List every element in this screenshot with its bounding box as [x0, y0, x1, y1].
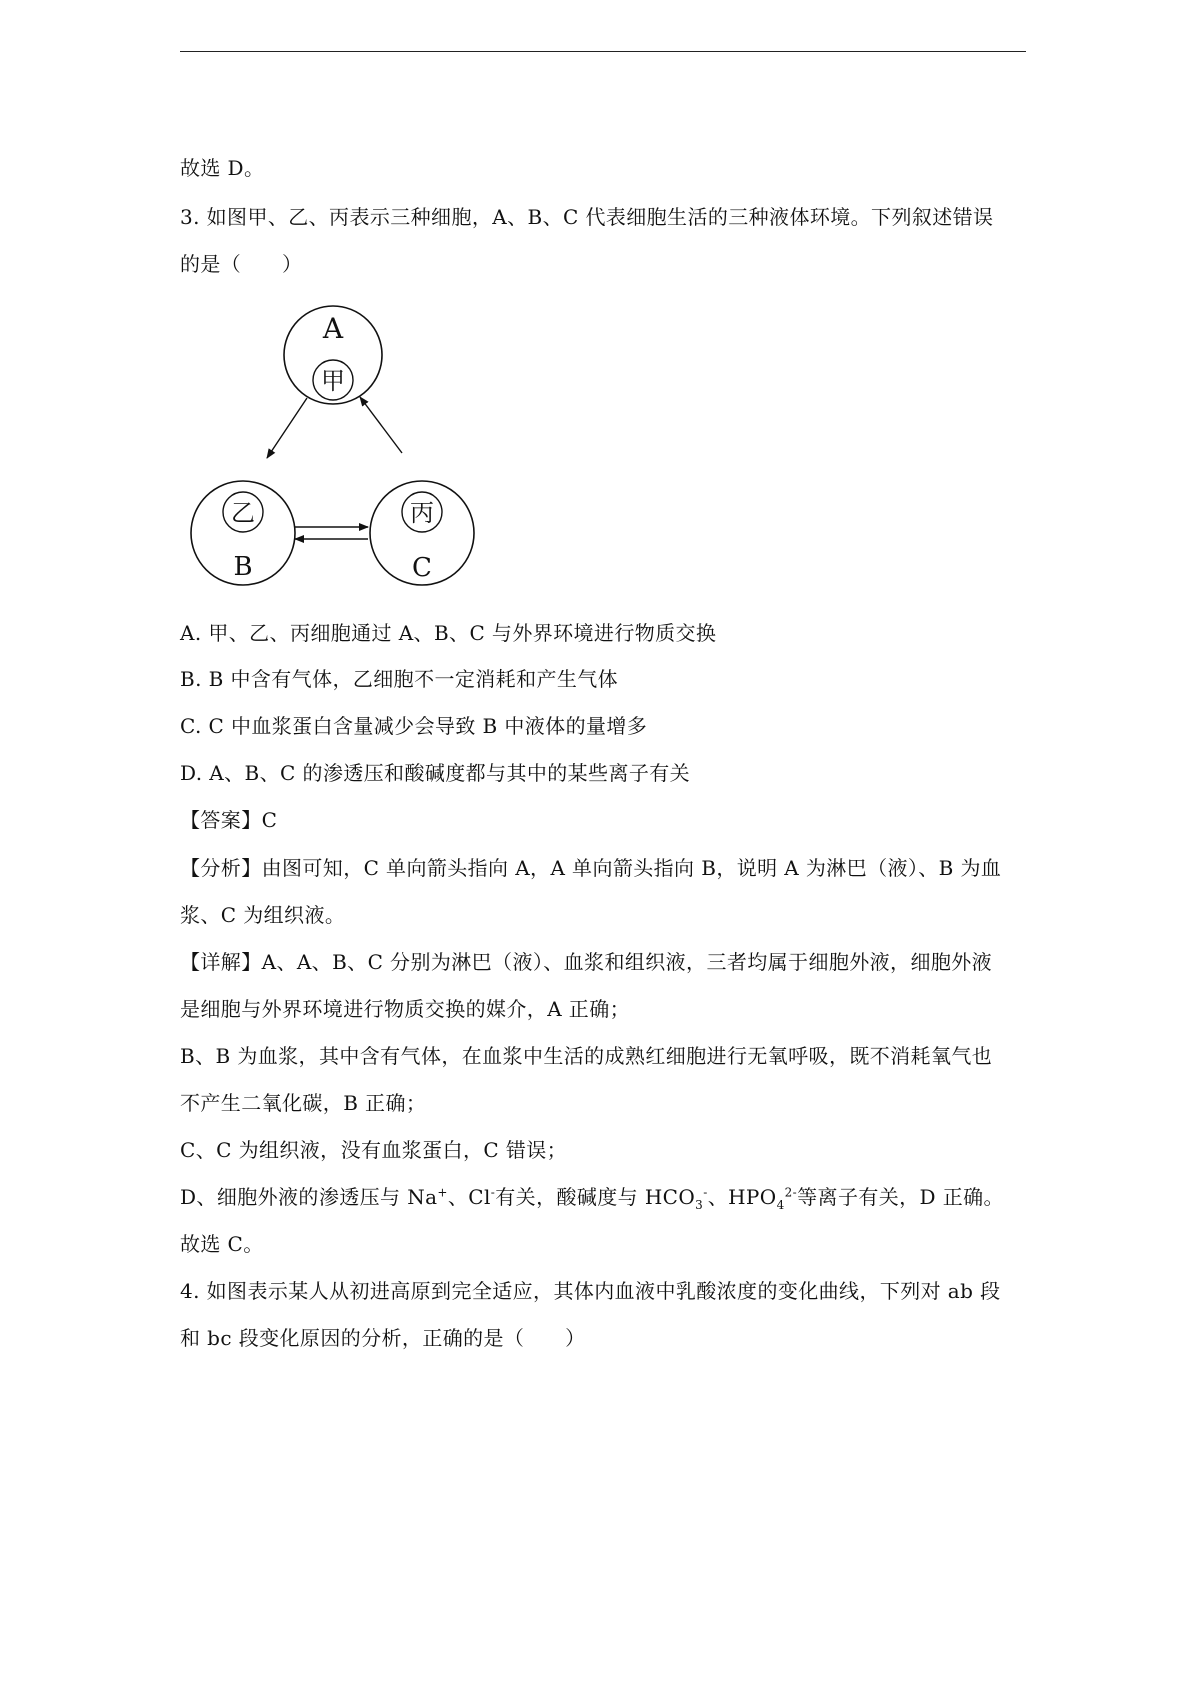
option-a: A. 甲、乙、丙细胞通过 A、B、C 与外界环境进行物质交换: [180, 621, 717, 645]
label-c: C: [412, 553, 432, 583]
text-line-1: 故选 D。: [180, 156, 265, 180]
option-c: C. C 中血浆蛋白含量减少会导致 B 中液体的量增多: [180, 714, 648, 738]
label-bing: 丙: [410, 499, 434, 527]
explanation-line-4: 不产生二氧化碳，B 正确；: [180, 1091, 427, 1115]
conclusion-line: 故选 C。: [180, 1232, 264, 1256]
answer-line: 【答案】C: [180, 808, 278, 832]
explanation-line-2: 是细胞与外界环境进行物质交换的媒介，A 正确；: [180, 997, 631, 1021]
option-d: D. A、B、C 的渗透压和酸碱度都与其中的某些离子有关: [180, 761, 691, 785]
explanation-line-5: C、C 为组织液，没有血浆蛋白，C 错误；: [180, 1138, 568, 1162]
explanation-line-1: 【详解】A、A、B、C 分别为淋巴（液）、血浆和组织液，三者均属于细胞外液，细胞外液: [180, 950, 993, 974]
arrow-c-to-a: [360, 397, 402, 453]
explanation-line-3: B、B 为血浆，其中含有气体，在血浆中生活的成熟红细胞进行无氧呼吸，既不消耗氧气也: [180, 1044, 993, 1068]
analysis-line-1: 【分析】由图可知，C 单向箭头指向 A，A 单向箭头指向 B，说明 A 为淋巴（液）、B 为血: [180, 856, 1002, 880]
label-a: A: [322, 312, 344, 345]
label-yi: 乙: [231, 499, 255, 527]
label-b: B: [233, 552, 253, 582]
question-3-stem-line-1: 3. 如图甲、乙、丙表示三种细胞，A、B、C 代表细胞生活的三种液体环境。下列叙述错误: [180, 205, 994, 229]
question-3-stem-line-2: 的是（ ）: [180, 252, 303, 276]
header-rule: [180, 51, 1026, 52]
analysis-line-2: 浆、C 为组织液。: [180, 903, 346, 927]
cell-fluid-diagram: [180, 305, 490, 590]
question-4-stem-line-2: 和 bc 段变化原因的分析，正确的是（ ）: [180, 1326, 586, 1350]
label-jia: 甲: [321, 367, 345, 395]
question-4-stem-line-1: 4. 如图表示某人从初进高原到完全适应，其体内血液中乳酸浓度的变化曲线，下列对 ab 段: [180, 1279, 1001, 1303]
arrow-a-to-b: [267, 398, 307, 458]
explanation-line-6: D、细胞外液的渗透压与 Na+、Cl-有关，酸碱度与 $HCO_3^-$、$HPO_4^{2-}$等离子有关，D 正确。: [180, 1185, 1004, 1212]
option-b: B. B 中含有气体，乙细胞不一定消耗和产生气体: [180, 667, 619, 691]
